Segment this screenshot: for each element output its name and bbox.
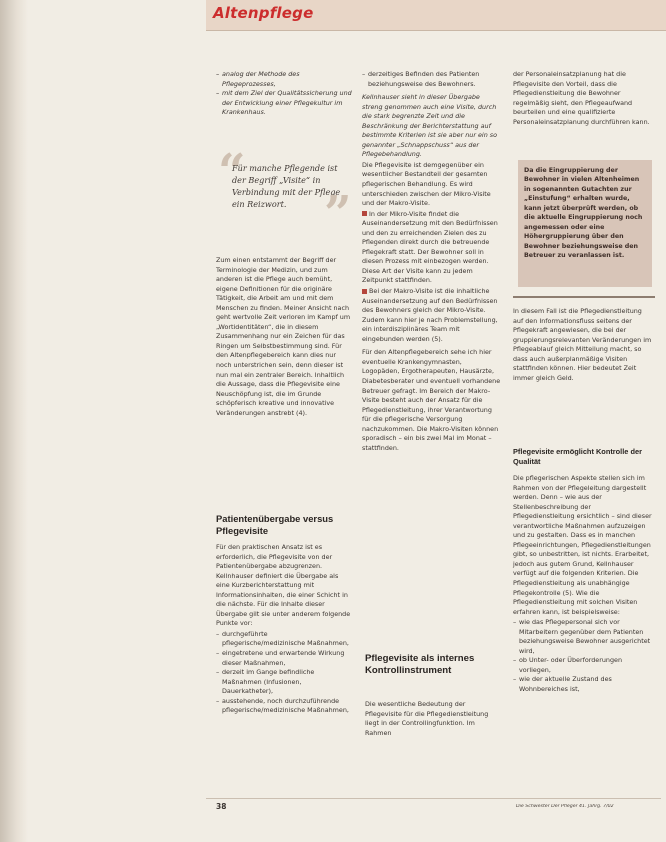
paragraph: der Personaleinsatzplanung hat die Pflegevisite den Vorteil, dass die Pflegedienstleitung die Bewohner regelmäßig sieht, den Pflegeaufwand beurteilen und eine qualifizierte Personaleinsatzplanung durchführen kann. bbox=[513, 70, 650, 126]
list-item: – derzeitiges Befinden des Patienten beziehungsweise des Bewohners. bbox=[362, 70, 501, 89]
column-3-top bbox=[513, 70, 653, 128]
list-item: – derzeit im Gange befindliche Maßnahmen (Infusionen, Dauerkatheter), bbox=[216, 668, 352, 697]
pull-quote-text: Für manche Pflegende ist der Begriff „Visite“ in Verbindung mit der Pflege ein Reizwort. bbox=[232, 163, 341, 209]
list-item: – durchgeführte pflegerische/medizinische Maßnahmen, bbox=[216, 630, 352, 649]
page-number: 38 bbox=[216, 802, 227, 811]
header-rule bbox=[206, 30, 666, 31]
paragraph-makro-visite: Bei der Makro-Visite ist die inhaltliche Auseinandersetzung auf den Bedürfnissen des Bewohners gleich der Mikro-Visite. Zudem kann hier je nach Problemstellung, ein interdisziplinäres Team mit eingebunden werden (5). bbox=[362, 287, 498, 343]
pull-quote bbox=[216, 144, 352, 242]
paragraph: Die wesentliche Bedeutung der Pflegevisite für die Pflegedienstleitung liegt in der Controllingfunktion. Im Rahmen bbox=[365, 700, 489, 737]
subheading-qualitaet: Pflegevisite ermöglicht Kontrolle der Qualität bbox=[513, 447, 642, 466]
list-item: – ob Unter- oder Überforderungen vorliegen, bbox=[513, 656, 653, 675]
binding-shadow bbox=[0, 0, 28, 842]
list-item: – wie das Pflegepersonal sich vor Mitarbeitern gegenüber dem Patienten beziehungsweise Bewohner ausgerichtet wird, bbox=[513, 618, 653, 656]
list-item: – wie der aktuelle Zustand des Wohnbereiches ist, bbox=[513, 675, 653, 694]
column-2 bbox=[362, 70, 501, 454]
list-item: – analog der Methode des Pflegeprozesses, bbox=[216, 70, 352, 89]
list-item: – eingetretene und erwartende Wirkung dieser Maßnahmen, bbox=[216, 649, 352, 668]
journal-footer: Die Schwester Der Pfleger 41. Jahrg. 7/02 bbox=[516, 804, 614, 809]
paragraph: Die Pflegevisite ist demgegenüber ein wesentlicher Bestandteil der gesamten pflegerischen Behandlung. Es wird unterschieden zwischen der Mikro-Visite und der Makro-Visite. bbox=[362, 160, 491, 208]
paragraph-micro-visite: In der Mikro-Visite findet die Auseinandersetzung mit den Bedürfnissen und den zu erreichenden Zielen des zu Pflegenden direkt durch die betreuende Pflegekraft statt. Der Bewohner soll in diesen Prozess mit einbezogen werden. Diese Art der Visite kann zu jedem Zeitpunkt stattfinden. bbox=[362, 209, 498, 285]
subheading-patientenuebergabe: Patientenübergabe versus Pflegevisite bbox=[216, 513, 334, 536]
info-box bbox=[518, 160, 652, 287]
column-3-middle bbox=[513, 307, 653, 384]
list-item: – ausstehende, noch durchzuführende pflegerische/medizinische Maßnahmen, bbox=[216, 697, 352, 716]
list-item: – mit dem Ziel der Qualitätssicherung und der Entwicklung einer Pflegekultur im Krankenhaus. bbox=[216, 89, 352, 118]
column-3-lower-body bbox=[513, 474, 653, 695]
paragraph: Kellnhauser sieht in dieser Übergabe streng genommen auch eine Visite, durch die stark begrenzte Zeit und die Beschränkung der Berichterstattung auf bestimmte Kriterien ist sie aber nur ein so genannter „Schnappschuss“ aus der Pflegebehandlung. bbox=[362, 93, 498, 159]
open-quote-icon: “ bbox=[218, 144, 246, 200]
square-bullet-icon bbox=[362, 211, 367, 216]
info-box-rule bbox=[513, 296, 655, 298]
paragraph: Für den praktischen Ansatz ist es erforderlich, die Pflegevisite von der Patientenübergabe abzugrenzen. Kellnhauser definiert die Übergabe als eine Kurzberichterstattung mit Informationsinhalten, die einer Schicht in die nächste. Für die Inhalte dieser Übergabe gilt sie unter anderem folgende Punkte vor: bbox=[216, 543, 351, 628]
subheading-kontrollinstrument: Pflegevisite als internes Kontrollinstrument bbox=[365, 653, 475, 676]
square-bullet-icon bbox=[362, 289, 367, 294]
section-title: Altenpflege bbox=[213, 4, 314, 22]
column-1-lower-body bbox=[216, 543, 352, 716]
info-box-text: Da die Eingruppierung der Bewohner in vielen Altenheimen in sogenannten Gutachten zur „Einstufung“ erhalten wurde, kann jetzt überprüft werden, ob die aktuelle Eingruppierung noch angemessen oder eine Höhergruppierung über den Bewohner beziehungsweise den Betreuer zu veranlassen ist. bbox=[524, 167, 643, 260]
paragraph: Zum einen entstammt der Begriff der Terminologie der Medizin, und zum anderen ist die Pflege auch bemüht, eigene Definitionen für die originäre Tätigkeit, die Arbeit am und mit dem Menschen zu finden. Meiner Ansicht nach geht wertvolle Zeit verloren im Kampf um „Wortidentitäten“, die in diesem Zusammenhang nur ein Zeichen für das Ringen um Selbstbestimmung sind. Für den Altenpflegebereich kann dies nur noch unterstrichen sein, denn dieser ist nun mal ein zentraler Bereich. Inhaltlich die Aussage, dass die Pflegevisite eine Neuschöpfung ist, die im Grunde schöpferisch kreative und innovative Veränderungen anstrebt (4). bbox=[216, 256, 351, 417]
close-quote-icon: ” bbox=[324, 186, 352, 242]
paragraph: Für den Altenpflegebereich sehe ich hier eventuelle Krankengymnasten, Logopäden, Ergotherapeuten, Hausärzte, Diabetesberater und eventuell vorhandene Betreuer gefragt. Im Bereich der Makro-Visite besteht auch der Ansatz für die Pflegedienstleitung, ihrer Verantwortung für die pflegerische Versorgung nachzukommen. Die Makro-Visiten können sporadisch – ein bis zwei Mal im Monat – stattfinden. bbox=[362, 348, 501, 452]
column-1-top bbox=[216, 70, 352, 118]
paragraph: Die pflegerischen Aspekte stellen sich im Rahmen von der Pflegeleitung dargestellt werden. Denn – wie aus der Stellenbeschreibung der Pflegedienstleitung ersichtlich – sind dieser verantwortliche Maßnahmen aufzuzeigen und zu gestalten. Dass es in manchen Pflegeeinrichtungen, Pflegedienstleitungen gibt, so unbestritten, ist nichts. Erarbeitet, jedoch aus gutem Grund, Kellnhauser verfügt auf die folgenden Kriterien. Die Pflegedienstleitung als unabhängige Pflegekontrolle (5). Wie die Pflegedienstleitung mit solchen Visiten erfahren kann, ist beispielsweise: bbox=[513, 474, 652, 616]
paragraph: In diesem Fall ist die Pflegedienstleitung auf den Informationsfluss seitens der Pflegekraft angewiesen, die bei der gruppierungsrelevanten Veränderungen im Pflegeablauf gleich Mitteilung macht, so dass auch außerplanmäßige Visiten stattfinden können. Hier bedeutet Zeit immer gleich Geld. bbox=[513, 307, 652, 382]
column-2-lower-body bbox=[365, 700, 501, 739]
footer-rule bbox=[206, 798, 661, 799]
column-1-body bbox=[216, 256, 352, 419]
